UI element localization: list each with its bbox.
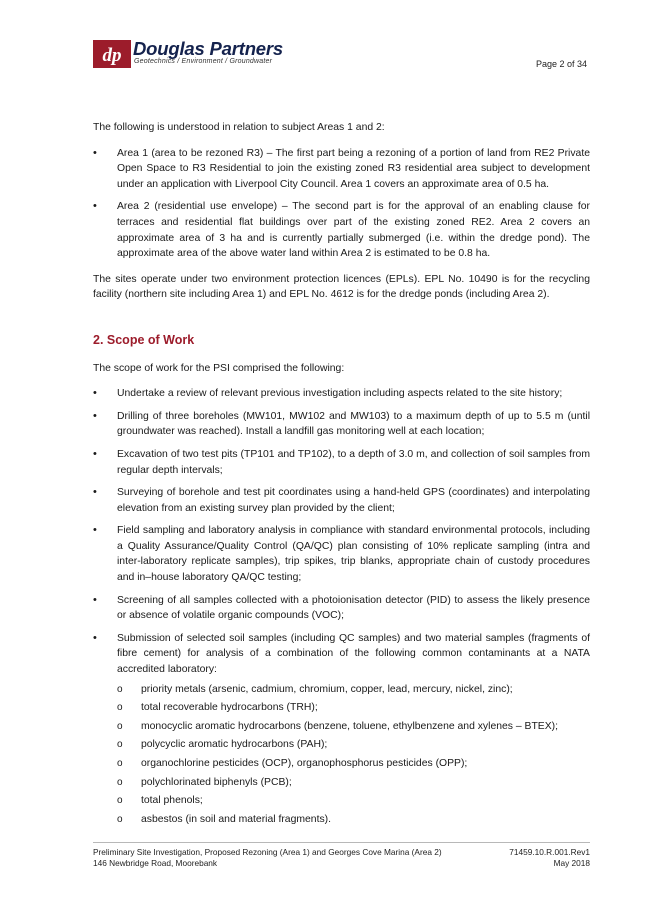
sub-list-item: o monocyclic aromatic hydrocarbons (benzene, toluene, ethylbenzene and xylenes – BTEX); (117, 719, 590, 735)
document-body (93, 120, 590, 837)
section-heading: 2. Scope of Work (93, 332, 195, 347)
douglas-partners-logo-icon (93, 40, 131, 68)
licences-paragraph: The sites operate under two environment protection licences (EPLs). EPL No. 10490 is for the recycling facility (northern site including Area 1) and EPL No. 4612 is for the dredge ponds (including Area 2). (93, 273, 590, 301)
sub-list-item: o organochlorine pesticides (OCP), organophosphorus pesticides (OPP); (117, 756, 590, 772)
footer-ref: 71459.10.R.001.Rev1 (509, 847, 590, 857)
page-number: Page 2 of 34 (535, 59, 587, 69)
intro-lead: The following is understood in relation to subject Areas 1 and 2: (93, 122, 385, 133)
svg-text:dp: dp (102, 45, 122, 66)
sub-list-item: o asbestos (in soil and material fragments). (117, 812, 590, 828)
sub-list-item: o total phenols; (117, 793, 590, 809)
sub-list-item: o priority metals (arsenic, cadmium, chromium, copper, lead, mercury, nickel, zinc); (117, 682, 590, 698)
area-2-item: • Area 2 (residential use envelope) – The second part is for the approval of an enabling clause for terraces and residential flat buildings over part of the existing zoned RE2. Area 2 covers an approximate area of 3 ha and is currently partially submerged (i.e. within the dredge pond). The approximate area of the above water land within Area 2 is estimated to be 0.8 ha. (93, 199, 590, 261)
scope-list (93, 386, 590, 827)
list-item: • Excavation of two test pits (TP101 and TP102), to a depth of 3.0 m, and collection of soil samples from regular depth intervals; (93, 447, 590, 478)
area-1-item: • Area 1 (area to be rezoned R3) – The first part being a rezoning of a portion of land from RE2 Private Open Space to R3 Residential to join the existing zoned R3 residential area subject to development under an application with Liverpool City Council. Area 1 covers an approximate area of 0.5 ha. (93, 146, 590, 193)
sub-list-item: o polycyclic aromatic hydrocarbons (PAH); (117, 737, 590, 753)
page-footer (93, 842, 590, 869)
sub-list-item: o polychlorinated biphenyls (PCB); (117, 775, 590, 791)
footer-title: Preliminary Site Investigation, Proposed Rezoning (Area 1) and Georges Cove Marina (Area 2) (93, 847, 442, 857)
brand-name: Douglas Partners (133, 38, 283, 59)
page-header (93, 40, 593, 72)
list-item: • Drilling of three boreholes (MW101, MW102 and MW103) to a maximum depth of up to 5.5 m (until groundwater was reached). Install a landfill gas monitoring well at each location; (93, 409, 590, 440)
area-list (93, 146, 590, 262)
footer-date: May 2018 (553, 858, 590, 868)
scope-lead: The scope of work for the PSI comprised the following: (93, 362, 345, 374)
list-item: • Undertake a review of relevant previous investigation including aspects related to the site history; (93, 386, 590, 402)
list-item (93, 631, 590, 828)
brand-tagline: Geotechnics / Environment / Groundwater (134, 58, 273, 65)
footer-address: 146 Newbridge Road, Moorebank (93, 858, 218, 868)
contaminant-list (117, 682, 590, 828)
sub-list-item: o total recoverable hydrocarbons (TRH); (117, 700, 590, 716)
list-item: • Screening of all samples collected with a photoionisation detector (PID) to assess the likely presence or absence of volatile organic compounds (VOC); (93, 593, 590, 624)
submission-text: Submission of selected soil samples (including QC samples) and two material samples (fragments of fibre cement) for analysis of a combination of the following common contaminants at a NATA accredited laboratory: (117, 632, 590, 676)
list-item: • Field sampling and laboratory analysis in compliance with standard environmental protocols, including a Quality Assurance/Quality Control (QA/QC) plan consisting of 10% replicate sampling (intra and inter-laboratory replicate samples), trip spikes, trip blanks, appropriate chain of custody procedures and in–house laboratory QA/QC testing; (93, 523, 590, 585)
list-item: • Surveying of borehole and test pit coordinates using a hand-held GPS (coordinates) and interpolating elevation from an existing survey plan provided by the client; (93, 485, 590, 516)
